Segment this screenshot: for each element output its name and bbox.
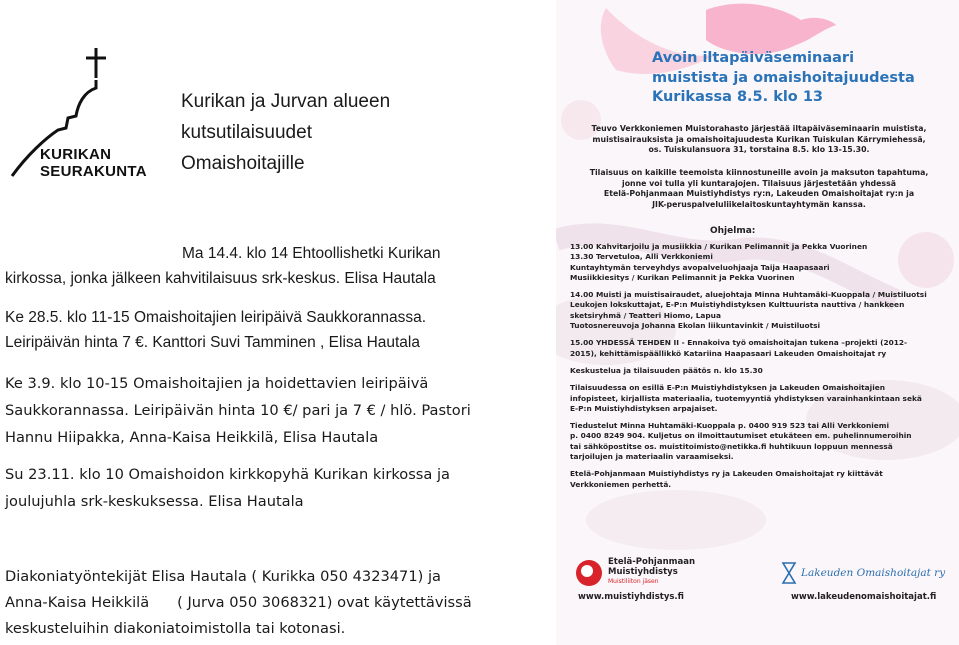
program-line: 13.00 Kahvitarjoilu ja musiikkia / Kurikan Pelimannit ja Pekka Vuorinen xyxy=(570,242,868,251)
program-line: Musiikkiesitys / Kurikan Pelimannit ja Pekka Vuorinen xyxy=(570,272,795,282)
muisti-website: www.muistiyhdistys.fi xyxy=(578,592,684,602)
program-line: Verkkoniemen perhettä. xyxy=(570,479,672,489)
poster-intro xyxy=(574,124,944,156)
event-communion xyxy=(5,241,440,291)
program-line: 13.30 Tervetuloa, Alli Verkkoniemi xyxy=(570,252,713,262)
muisti-logo-line: Muistiyhdistys xyxy=(608,566,678,577)
contact-line xyxy=(5,590,472,616)
contact-name: Anna-Kaisa Heikkilä xyxy=(5,594,150,611)
program-line: Keskustelua ja tilaisuuden päätös n. klo 15.30 xyxy=(570,365,763,375)
muistiyhdistys-head-icon xyxy=(574,558,604,588)
event-kirkkopyha xyxy=(5,461,450,515)
event-line: kirkossa, jonka jälkeen kahvitilaisuus srk-keskus. Elisa Hautala xyxy=(5,270,436,287)
poster-info xyxy=(574,168,944,210)
logo-line-1: KURIKAN xyxy=(40,146,112,163)
contact-info xyxy=(5,564,472,642)
program-line: E-P:n Muistiyhdistyksen arpajaiset. xyxy=(570,403,718,413)
program-line: p. 0400 8249 904. Kuljetus on ilmoittautumiset etukäteen em. puhelinnumeroihin xyxy=(570,431,912,441)
event-line: joulujuhla srk-keskuksessa. Elisa Hautala xyxy=(5,493,304,510)
event-leiripaiva-may xyxy=(5,305,426,355)
program-line: tarjoilujen ja materiaalin varaamiseksi. xyxy=(570,452,734,462)
lakeuden-logo-text: Lakeuden Omaishoitajat ry xyxy=(801,567,946,579)
program-line: tai sähköpostitse os. muistitoimisto@netikka.fi huhtikuun loppuun mennessä xyxy=(570,441,893,451)
title-line-2: kutsutilaisuudet xyxy=(181,122,312,143)
poster-info-line: jonne voi tulla yli kuntarajojen. Tilaisuus järjestetään yhdessä xyxy=(622,178,896,188)
poster-info-line: Etelä-Pohjanmaan Muistiyhdistys ry:n, Lakeuden Omaishoitajat ry:n ja xyxy=(603,189,915,198)
logo-line-2: SEURAKUNTA xyxy=(40,163,147,180)
poster-info-line: JIK-peruspalveluliikelaitoskuntayhtymän kanssa. xyxy=(652,199,866,209)
seminar-poster xyxy=(556,0,959,645)
program-line: 15.00 YHDESSÄ TEHDEN II - Ennakoiva työ omaishoitajan tukena –projekti (2012- xyxy=(570,338,908,348)
event-leiripaiva-sept xyxy=(5,370,471,451)
program-list xyxy=(570,242,955,490)
poster-intro-line: muistisairauksista ja omaishoitajuudesta Kurikan Tuiskulan Kärrymiehessä, xyxy=(592,134,926,144)
program-line: 14.00 Muisti ja muistisairaudet, aluejohtaja Minna Huhtamäki-Kuoppala / Muistiluotsi xyxy=(570,290,927,300)
poster-title-line: Avoin iltapäiväseminaari xyxy=(652,50,855,66)
program-line: 2015), kehittämispäällikkö Katariina Haapasaari Lakeuden Omaishoitajat ry xyxy=(570,348,887,358)
poster-intro-line: os. Tuiskulansuora 31, torstaina 8.5. klo 13-15.30. xyxy=(648,145,870,154)
contact-line: Diakoniatyöntekijät Elisa Hautala ( Kurikka 050 4323471) ja xyxy=(5,568,441,585)
logo-text xyxy=(40,146,147,180)
program-line: Kuntayhtymän terveyhdys avopalveluohjaaja Taija Haapasaari xyxy=(570,262,830,272)
program-line: Etelä-Pohjanmaan Muistiyhdistys ry ja Lakeuden Omaishoitajat ry kiittävät xyxy=(570,469,883,479)
poster-title xyxy=(652,49,915,108)
page-title xyxy=(181,86,390,179)
event-line: Su 23.11. klo 10 Omaishoidon kirkkopyhä Kurikan kirkossa ja xyxy=(5,466,450,483)
event-line: Ma 14.4. klo 14 Ehtoollishetki Kurikan xyxy=(182,245,441,262)
lakeuden-website: www.lakeudenomaishoitajat.fi xyxy=(791,592,937,602)
event-line: Leiripäivän hinta 7 €. Kanttori Suvi Tamminen , Elisa Hautala xyxy=(5,334,420,351)
title-line-3: Omaishoitajille xyxy=(181,153,305,174)
poster-info-line: Tilaisuus on kaikille teemoista kiinnostuneille avoin ja maksuton tapahtuma, xyxy=(589,168,929,177)
event-line: Ke 3.9. klo 10-15 Omaishoitajien ja hoidettavien leiripäivä xyxy=(5,375,429,392)
title-line-1: Kurikan ja Jurvan alueen xyxy=(181,91,391,112)
contact-line: keskusteluihin diakoniatoimistolla tai kotonasi. xyxy=(5,620,346,637)
event-line: Hannu Hiipakka, Anna-Kaisa Heikkilä, Elisa Hautala xyxy=(5,429,379,446)
event-line: Saukkorannassa. Leiripäivän hinta 10 €/ pari ja 7 € / hlö. Pastori xyxy=(5,402,471,419)
program-line: Tilaisuudessa on esillä E-P:n Muistiyhdistyksen ja Lakeuden Omaishoitajien xyxy=(570,383,886,393)
program-line: sketsiryhmä / Teatteri Hiomo, Lapua xyxy=(570,310,721,320)
program-line: infopisteet, kirjallista materiaalia, tuotemyyntiä yhdistyksen varainhankintaan sekä xyxy=(570,393,922,403)
program-heading: Ohjelma: xyxy=(710,226,756,236)
muisti-logo-line: Muistiliiton jäsen xyxy=(608,578,659,585)
event-line: Ke 28.5. klo 11-15 Omaishoitajien leiripäivä Saukkorannassa. xyxy=(5,309,427,326)
muisti-logo-line: Etelä-Pohjanmaan xyxy=(608,557,696,567)
contact-phone: ( Jurva 050 3068321) ovat käytettävissä xyxy=(177,594,472,611)
program-line: Leukojen lokskuttajat, E-P:n Muistiyhdistyksen Kulttuurista nauttiva / hankkeen xyxy=(570,300,905,310)
program-line: Tiedustelut Minna Huhtamäki-Kuoppala p. 0400 919 523 tai Alli Verkkoniemi xyxy=(570,421,890,431)
poster-intro-line: Teuvo Verkkoniemen Muistorahasto järjestää iltapäiväseminaarin muistista, xyxy=(591,124,927,133)
poster-title-line: Kurikassa 8.5. klo 13 xyxy=(652,89,823,105)
hourglass-icon xyxy=(781,562,797,584)
muistiyhdistys-logo xyxy=(572,556,732,612)
lakeuden-logo xyxy=(781,560,951,590)
program-line: Tuotosnereuvoja Johanna Ekolan liikuntavinkit / Muistiluotsi xyxy=(570,321,821,331)
poster-title-line: muistista ja omaishoitajuudesta xyxy=(652,69,915,86)
